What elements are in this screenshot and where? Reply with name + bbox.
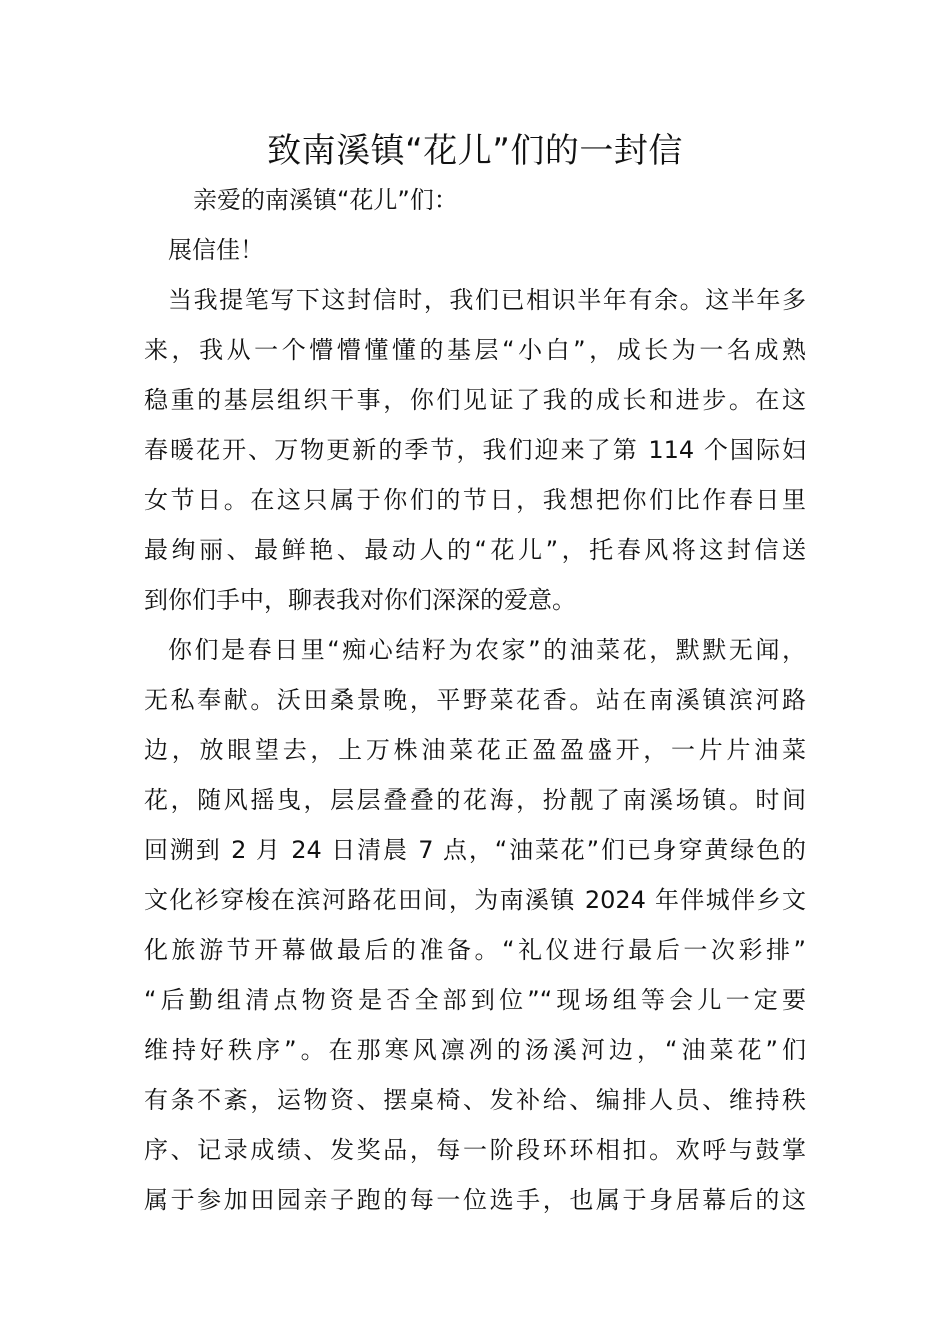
- paragraph-2-line: 序、记录成绩、发奖品，每一阶段环环相扣。欢呼与鼓掌: [144, 1136, 806, 1164]
- paragraph-2-line: 化旅游节开幕做最后的准备。“礼仪进行最后一次彩排”: [144, 936, 806, 964]
- paragraph-2-line: 维持好秩序”。在那寒风凛冽的汤溪河边，“油菜花”们: [144, 1036, 806, 1064]
- paragraph-2-line: 属于参加田园亲子跑的每一位选手，也属于身居幕后的这: [144, 1186, 806, 1214]
- paragraph-2-line: “后勤组清点物资是否全部到位”“现场组等会儿一定要: [144, 986, 806, 1014]
- paragraph-1-line: 到你们手中，聊表我对你们深深的爱意。: [144, 586, 576, 614]
- paragraph-1-line: 来，我从一个懵懵懂懂的基层“小白”，成长为一名成熟: [144, 336, 806, 364]
- paragraph-2-line: 回溯到 2 月 24 日清晨 7 点，“油菜花”们已身穿黄绿色的: [144, 836, 806, 864]
- paragraph-2-line: 无私奉献。沃田桑景晚，平野菜花香。站在南溪镇滨河路: [144, 686, 806, 714]
- letter-salutation: 亲爱的南溪镇“花儿”们：: [193, 186, 458, 214]
- paragraph-2-line: 文化衫穿梭在滨河路花田间，为南溪镇 2024 年伴城伴乡文: [144, 886, 806, 914]
- paragraph-2-line: 花，随风摇曳，层层叠叠的花海，扮靓了南溪场镇。时间: [144, 786, 806, 814]
- paragraph-1-line: 当我提笔写下这封信时，我们已相识半年有余。这半年多: [168, 286, 806, 314]
- paragraph-2-line: 边，放眼望去，上万株油菜花正盈盈盛开，一片片油菜: [144, 736, 806, 764]
- paragraph-1-line: 女节日。在这只属于你们的节日，我想把你们比作春日里: [144, 486, 806, 514]
- paragraph-2-line: 有条不紊，运物资、摆桌椅、发补给、编排人员、维持秩: [144, 1086, 806, 1114]
- paragraph-2-line: 你们是春日里“痴心结籽为农家”的油菜花，默默无闻，: [168, 636, 806, 664]
- letter-title: 致南溪镇“花儿”们的一封信: [267, 131, 683, 171]
- paragraph-1-line: 稳重的基层组织干事，你们见证了我的成长和进步。在这: [144, 386, 806, 414]
- letter-greeting: 展信佳！: [168, 236, 264, 264]
- paragraph-1-line: 最绚丽、最鲜艳、最动人的“花儿”，托春风将这封信送: [144, 536, 806, 564]
- paragraph-1-line: 春暖花开、万物更新的季节，我们迎来了第 114 个国际妇: [144, 436, 806, 464]
